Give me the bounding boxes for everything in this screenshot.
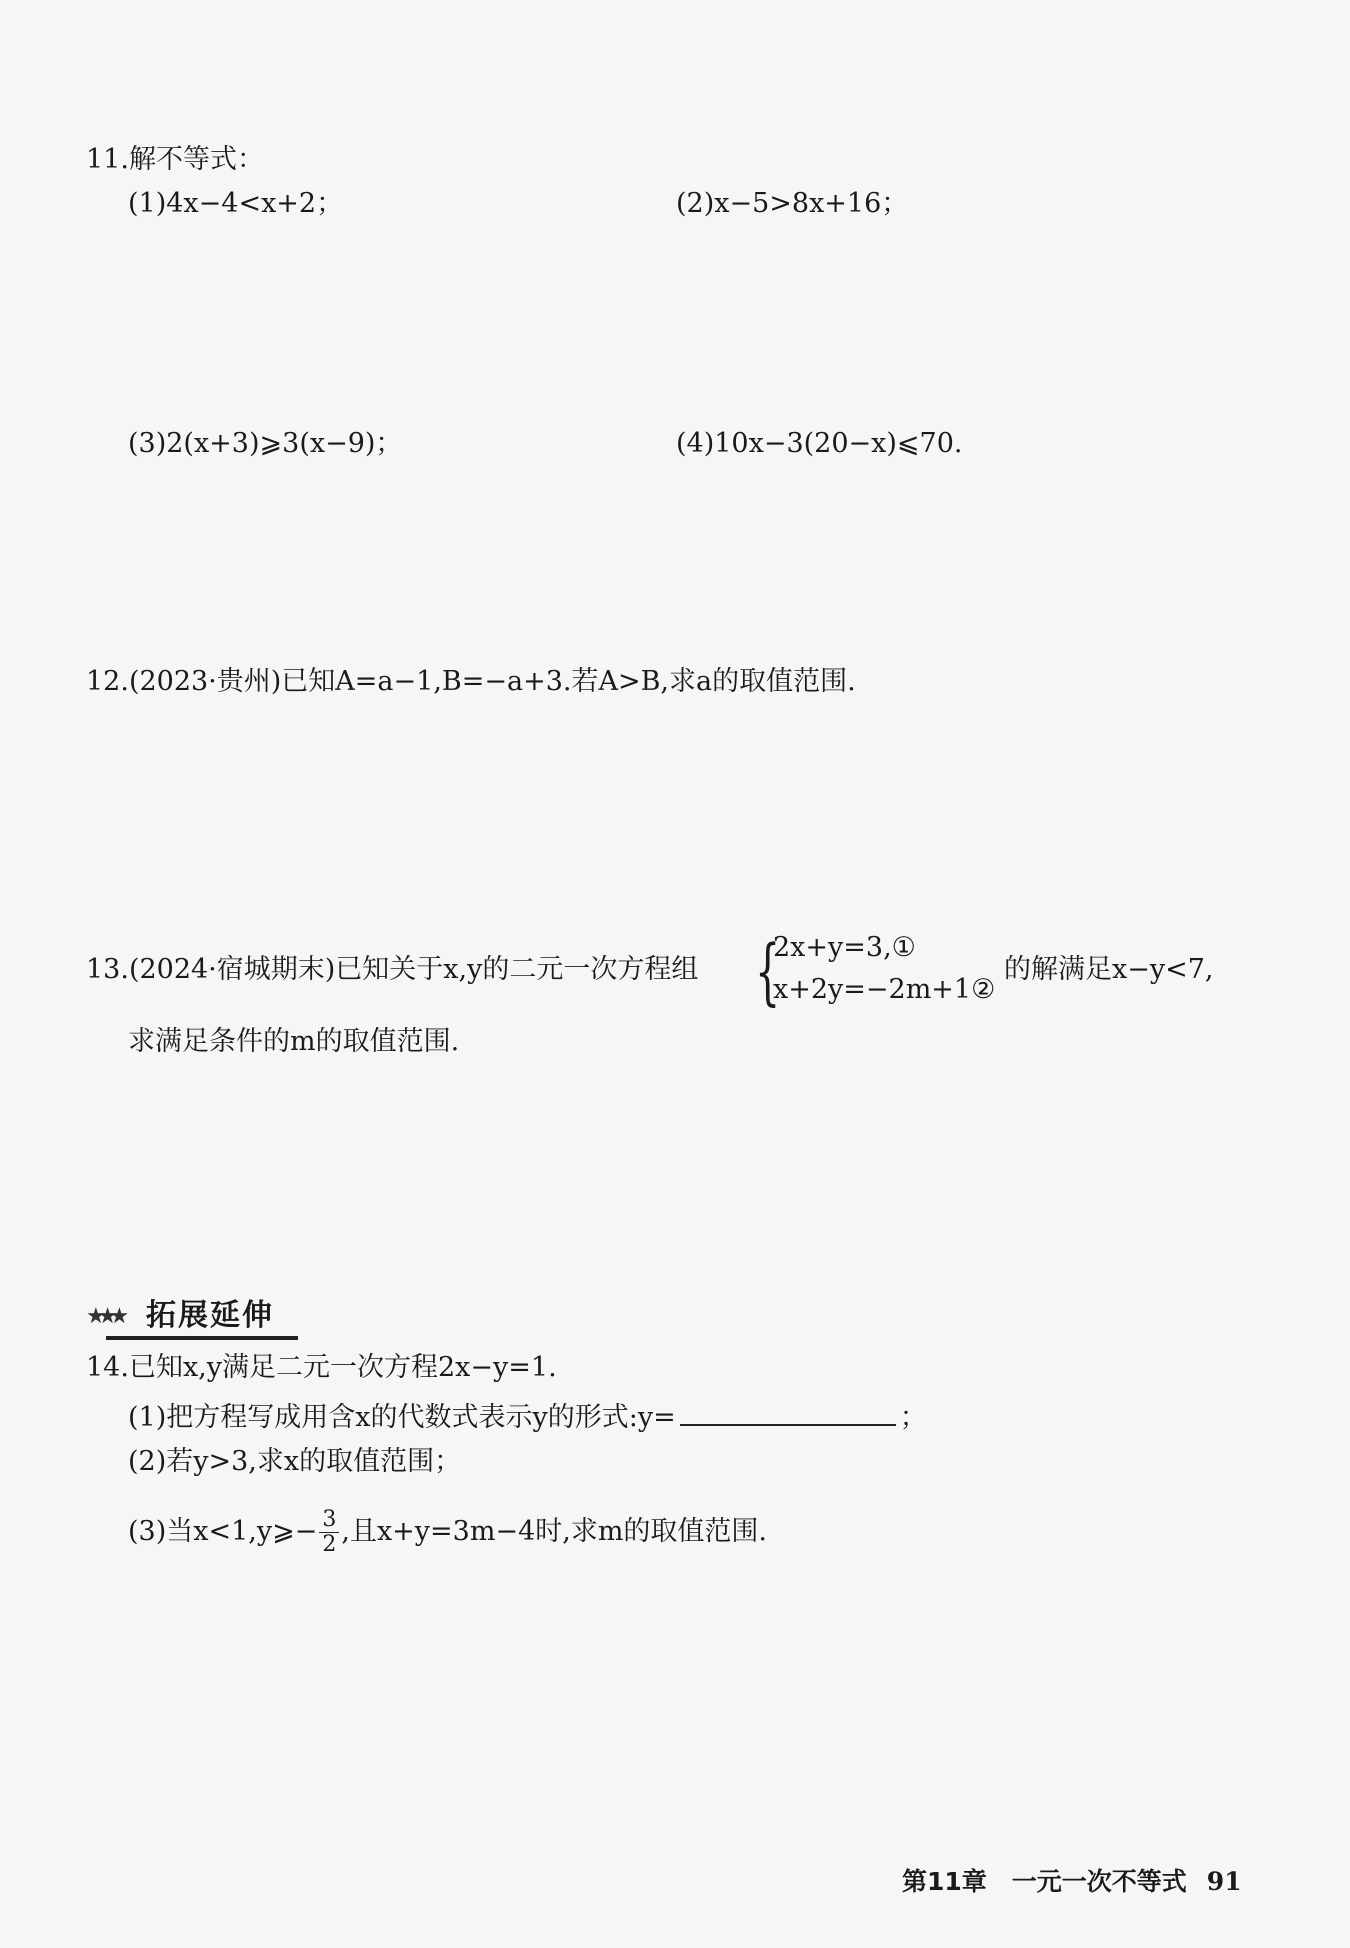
page-number: 91 — [1206, 1867, 1242, 1896]
q13-equation-system — [755, 930, 1005, 1012]
chapter-title: 第11章 一元一次不等式 — [902, 1867, 1187, 1896]
q13-equation-2: x+2y=−2m+1② — [773, 974, 996, 1005]
q13-equation-1: 2x+y=3,① — [773, 932, 916, 963]
stars-icon: ★★★ — [86, 1304, 122, 1329]
q11-part1: (1)4x−4<x+2； — [128, 188, 344, 219]
q14-part3-end: ,且x+y=3m−4时,求m的取值范围. — [341, 1516, 768, 1547]
q13-line2: 求满足条件的m的取值范围. — [128, 1026, 460, 1057]
q14-part3 — [128, 1508, 767, 1557]
q13-tail: 的解满足x−y<7, — [1004, 954, 1214, 985]
q11-part4: (4)10x−3(20−x)⩽70. — [676, 428, 963, 459]
section-underline — [106, 1336, 298, 1340]
brace-icon: { — [755, 929, 781, 1013]
q13-lead: 13.(2024·宿城期末)已知关于x,y的二元一次方程组 — [86, 954, 699, 985]
fraction — [319, 1508, 339, 1557]
q14-part1 — [128, 1398, 927, 1436]
section-title: 拓展延伸 — [146, 1298, 274, 1333]
fraction-numerator: 3 — [319, 1508, 339, 1533]
answer-blank[interactable] — [680, 1398, 896, 1426]
q14-part1-text: (1)把方程写成用含x的代数式表示y的形式:y= — [128, 1402, 676, 1433]
q14-part1-end: ； — [899, 1402, 927, 1433]
q14-stem: 14.已知x,y满足二元一次方程2x−y=1. — [86, 1352, 557, 1383]
q11-stem: 11.解不等式： — [86, 144, 264, 175]
q12-text: 12.(2023·贵州)已知A=a−1,B=−a+3.若A>B,求a的取值范围. — [86, 666, 856, 697]
page-footer — [902, 1862, 1242, 1898]
section-header — [86, 1296, 296, 1336]
q14-part3-text: (3)当x<1,y⩾− — [128, 1516, 318, 1547]
q14-part2: (2)若y>3,求x的取值范围； — [128, 1446, 462, 1477]
fraction-denominator: 2 — [322, 1532, 337, 1557]
q11-part3: (3)2(x+3)⩾3(x−9)； — [128, 428, 403, 459]
q11-part2: (2)x−5>8x+16； — [676, 188, 909, 219]
